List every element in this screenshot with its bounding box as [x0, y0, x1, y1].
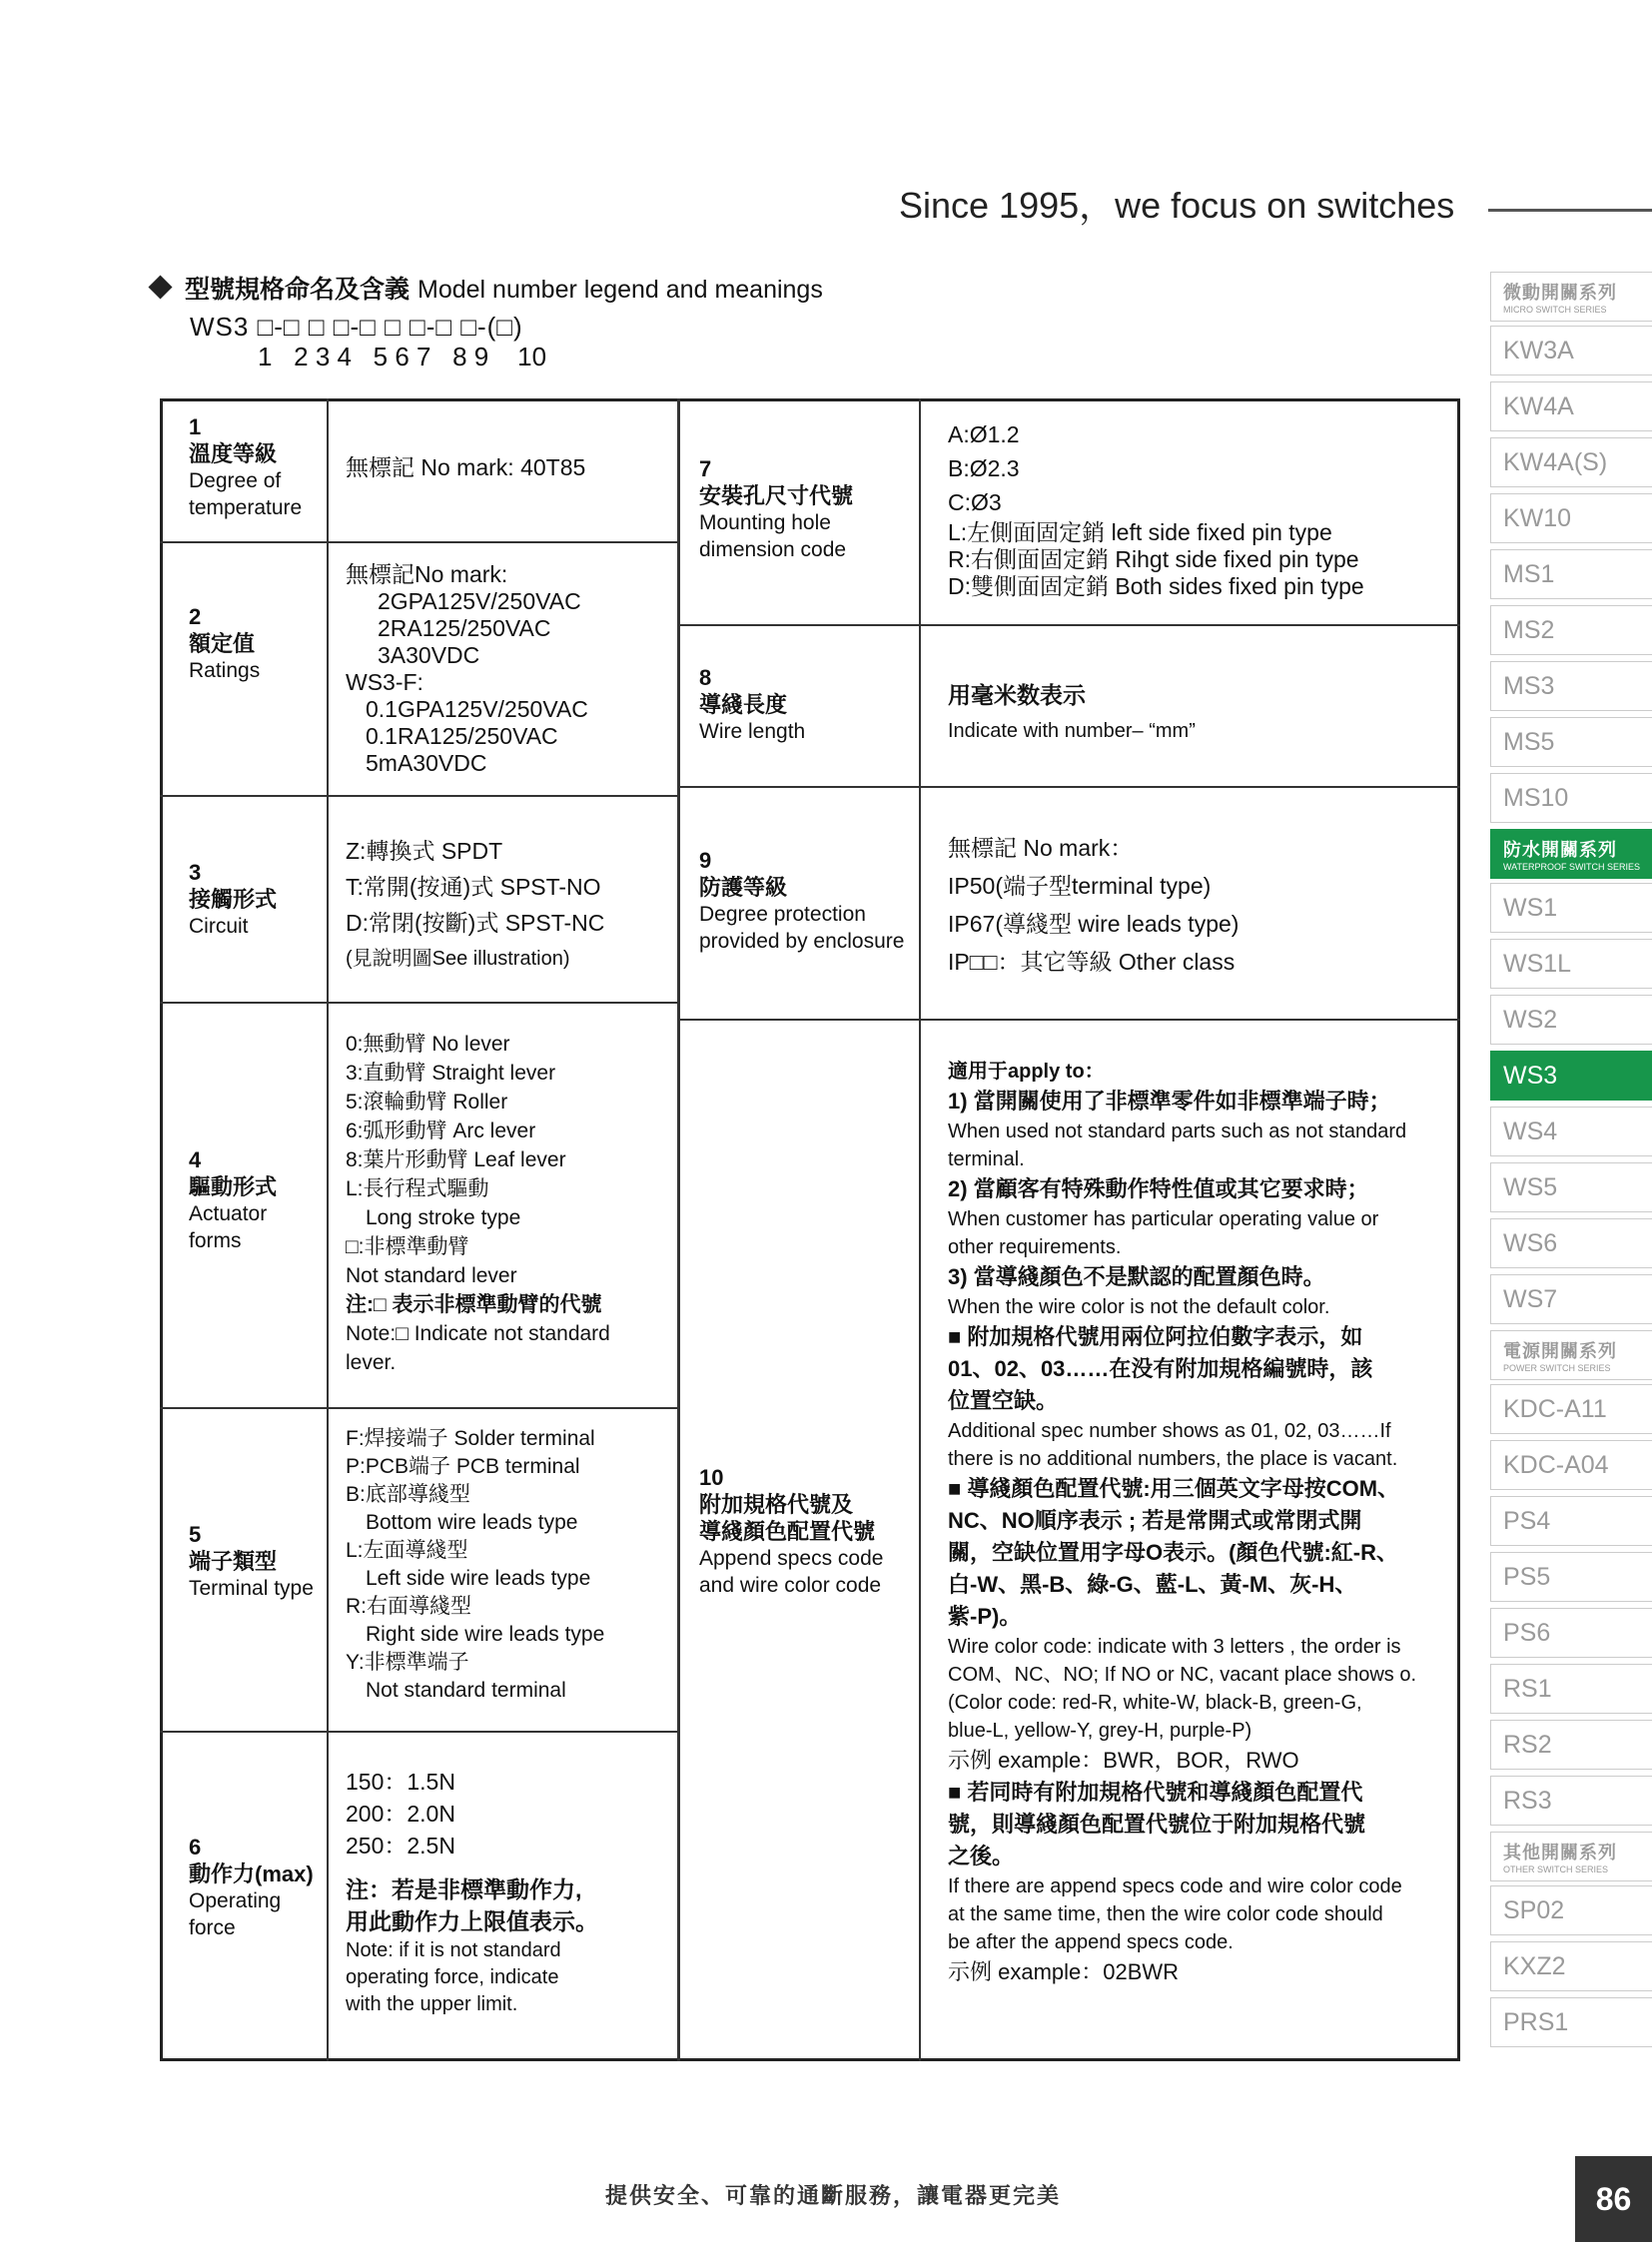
- sidebar-item-kdc-a04[interactable]: KDC-A04: [1490, 1440, 1652, 1490]
- model-code-pattern: WS3 □-□ □ □-□ □ □-□ □-(□): [190, 312, 523, 342]
- divider: [327, 398, 329, 2061]
- section-7-label: 7 安裝孔尺寸代號 Mounting hole dimension code: [699, 456, 854, 561]
- diamond-bullet-icon: [148, 275, 172, 299]
- sidebar-item-ws2[interactable]: WS2: [1490, 995, 1652, 1045]
- section-4-label: 4 驅動形式 Actuator forms: [189, 1147, 278, 1252]
- sidebar-item-sp02[interactable]: SP02: [1490, 1885, 1652, 1935]
- sidebar-item-kw4a-s[interactable]: KW4A(S): [1490, 437, 1652, 487]
- section-10-label: 10 附加規格代號及 導綫顏色配置代號 Append specs code and wire color code: [699, 1465, 884, 1597]
- section-8-label: 8 導綫長度 Wire length: [699, 665, 806, 743]
- sidebar-item-ws3[interactable]: WS3: [1490, 1051, 1652, 1101]
- section-5-label: 5 端子類型 Terminal type: [189, 1522, 314, 1600]
- page-number: 86: [1575, 2156, 1652, 2242]
- sidebar-cat-micro[interactable]: 微動開關系列 MICRO SWITCH SERIES: [1490, 272, 1652, 322]
- legend-title-zh: 型號規格命名及含義: [185, 276, 411, 304]
- divider: [160, 1407, 679, 1409]
- sidebar-item-ms5[interactable]: MS5: [1490, 717, 1652, 767]
- divider: [160, 1002, 679, 1004]
- divider: [679, 786, 1460, 788]
- sidebar-item-ws6[interactable]: WS6: [1490, 1218, 1652, 1268]
- section-3-values: Z:轉換式 SPDT T:常開(按通)式 SPST-NO D:常閉(按斷)式 SPST-NC (見說明圖See illustration): [346, 838, 605, 970]
- sidebar-item-ws1l[interactable]: WS1L: [1490, 939, 1652, 989]
- sidebar-item-ws5[interactable]: WS5: [1490, 1162, 1652, 1212]
- sidebar-cat-power[interactable]: 電源開關系列 POWER SWITCH SERIES: [1490, 1330, 1652, 1380]
- sidebar-item-kxz2[interactable]: KXZ2: [1490, 1941, 1652, 1991]
- sidebar-item-ms10[interactable]: MS10: [1490, 773, 1652, 823]
- section-3-label: 3 接觸形式 Circuit: [189, 860, 278, 938]
- section-4-values: 0:無動臂 No lever 3:直動臂 Straight lever 5:滾輪動臂 Roller 6:弧形動臂 Arc lever 8:葉片形動臂 Leaf lever L:長行程式驅動 Long stroke type □:非標準動臂 Not standard lever 注:□ 表示非標準動臂的代號 Note:□ Indicate not standard lever.: [346, 1033, 610, 1374]
- section-10-values: 適用于apply to： 1) 當開關使用了非標準零件如非標準端子時； When used not standard parts such as not standard terminal. 2) 當顧客有特殊動作特性值或其它要求時； When customer has particular operating value or other requirements. 3) 當導綫顏色不是默認的配置顏色時。 When the wire color is not the default color. ■ 附加規格代號用兩位阿拉伯數字表示，如 01、02、03……在没有附加規格編號時，該 位置空缺。 Additional spec number shows as 01, 02, 03……If there is no additional numbers, the place is vacant. ■ 導綫顏色配置代號:用三個英文字母按COM、 NC、NO順序表示 ; 若是常開式或常閉式開 關，空缺位置用字母O表示。(顏色代號:紅-R、 白-W、黑-B、綠-G、藍-L、黃-M、灰-H、 紫-P)。 Wire color code: indicate with 3 letters , the order is COM、NC、NO; If NO or NC, vacant place shows o. (Color code: red-R, white-W, black-B, green-G, blue-L, yellow-Y, grey-H, purple-P) 示例 example：BWR，BOR，RWO ■ 若同時有附加規格代號和導綫顏色配置代 號，則導綫顏色配置代號位于附加規格代號 之後。 If there are append specs code and wire color code at the same time, then the wire color code should be after the append specs code. 示例 example：02BWR: [948, 1061, 1417, 1984]
- divider: [677, 398, 680, 2061]
- section-8-values: 用毫米数表示 Indicate with number– “mm”: [948, 682, 1196, 742]
- section-6-values: 150：1.5N 200：2.0N 250：2.5N 注：若是非標準動作力, 用此動作力上限值表示。 Note: if it is not standard operating force, indicate with the upper limit.: [346, 1769, 598, 2015]
- sidebar-item-ps4[interactable]: PS4: [1490, 1496, 1652, 1546]
- sidebar-item-ms2[interactable]: MS2: [1490, 605, 1652, 655]
- model-code-digits: 1 2 3 4 5 6 7 8 9 10: [258, 342, 547, 372]
- sidebar-cat-waterproof[interactable]: 防水開關系列 WATERPROOF SWITCH SERIES: [1490, 829, 1652, 879]
- slogan-rule: [1488, 209, 1652, 212]
- sidebar-item-rs3[interactable]: RS3: [1490, 1776, 1652, 1826]
- slogan: Since 1995，we focus on switches: [899, 185, 1455, 226]
- legend-title: [152, 270, 823, 306]
- sidebar-item-ps5[interactable]: PS5: [1490, 1552, 1652, 1602]
- divider: [679, 624, 1460, 626]
- sidebar-cat-other[interactable]: 其他開關系列 OTHER SWITCH SERIES: [1490, 1832, 1652, 1881]
- sidebar-item-kw3a[interactable]: KW3A: [1490, 326, 1652, 375]
- sidebar-item-ps6[interactable]: PS6: [1490, 1608, 1652, 1658]
- section-9-label: 9 防護等級 Degree protection provided by enclosure: [699, 848, 905, 953]
- divider: [919, 398, 921, 2061]
- sidebar-item-rs1[interactable]: RS1: [1490, 1664, 1652, 1714]
- section-2-values: 無標記No mark: 2GPA125V/250VAC 2RA125/250VAC 3A30VDC WS3-F: 0.1GPA125V/250VAC 0.1RA125/250VAC 5mA30VDC: [346, 561, 588, 776]
- divider: [160, 1731, 679, 1733]
- series-sidebar: [1490, 272, 1652, 2053]
- footer-tagline: 提供安全、可靠的通斷服務，讓電器更完美: [605, 2183, 1062, 2208]
- divider: [160, 541, 679, 543]
- sidebar-item-ws1[interactable]: WS1: [1490, 883, 1652, 933]
- sidebar-item-ws7[interactable]: WS7: [1490, 1274, 1652, 1324]
- sidebar-item-ms3[interactable]: MS3: [1490, 661, 1652, 711]
- sidebar-item-ws4[interactable]: WS4: [1490, 1107, 1652, 1156]
- section-1-label: 1 溫度等級 Degree of temperature: [189, 414, 303, 519]
- sidebar-item-ms1[interactable]: MS1: [1490, 549, 1652, 599]
- sidebar-item-prs1[interactable]: PRS1: [1490, 1997, 1652, 2047]
- section-5-values: F:焊接端子 Solder terminal P:PCB端子 PCB terminal B:底部導綫型 Bottom wire leads type L:左面導綫型 Left side wire leads type R:右面導綫型 Right side wire leads type Y:非標準端子 Not standard terminal: [346, 1427, 605, 1702]
- divider: [679, 1019, 1460, 1021]
- section-7-values: A:Ø1.2 B:Ø2.3 C:Ø3 L:左側面固定銷 left side fixed pin type R:右側面固定銷 Rihgt side fixed pin type D:雙側面固定銷 Both sides fixed pin type: [948, 421, 1364, 599]
- section-1-values: 無標記 No mark: 40T85: [346, 454, 586, 480]
- sidebar-item-kw4a[interactable]: KW4A: [1490, 381, 1652, 431]
- section-9-values: 無標記 No mark： IP50(端子型terminal type) IP67(導綫型 wire leads type) IP□□：其它等級 Other class: [948, 835, 1239, 975]
- sidebar-item-rs2[interactable]: RS2: [1490, 1720, 1652, 1770]
- divider: [160, 795, 679, 797]
- sidebar-item-kw10[interactable]: KW10: [1490, 493, 1652, 543]
- section-2-label: 2 額定值 Ratings: [189, 604, 261, 682]
- sidebar-item-kdc-a11[interactable]: KDC-A11: [1490, 1384, 1652, 1434]
- section-6-label: 6 動作力(max) Operating force: [189, 1835, 314, 1939]
- legend-title-en: Model number legend and meanings: [417, 276, 823, 304]
